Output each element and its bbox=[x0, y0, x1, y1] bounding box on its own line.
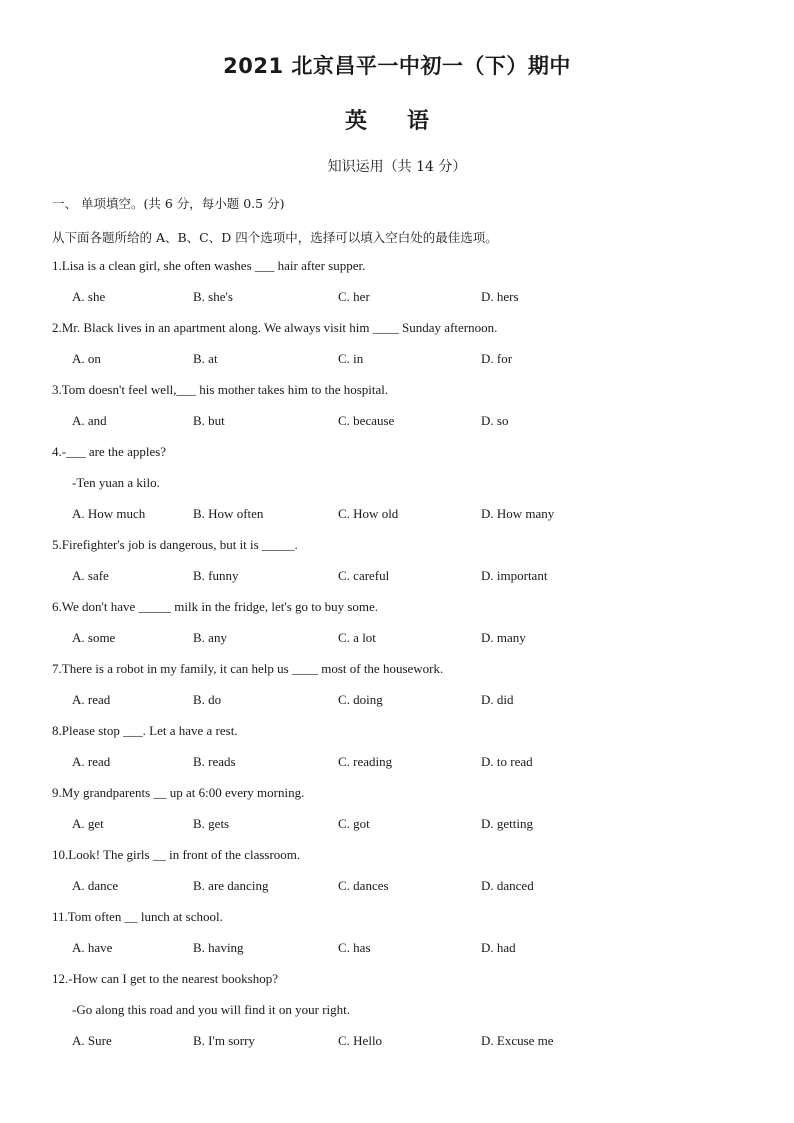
option-b: B. she's bbox=[193, 289, 233, 304]
option-c: C. Hello bbox=[338, 1033, 383, 1048]
option-c: C. in bbox=[338, 351, 364, 366]
part-instruction: 从下面各题所给的 A、B、C、D 四个选项中，选择可以填入空白处的最佳选项。 bbox=[52, 230, 498, 245]
exam-title: 2021 北京昌平一中初一（下）期中 bbox=[223, 54, 571, 78]
question-list bbox=[52, 258, 752, 1064]
option-b: B. I'm sorry bbox=[193, 1033, 255, 1048]
option-a: A. read bbox=[72, 754, 111, 769]
option-d: D. danced bbox=[481, 878, 534, 893]
question-stem: 5.Firefighter's job is dangerous, but it is _____. bbox=[52, 537, 298, 552]
question-item bbox=[52, 909, 752, 971]
option-c: C. dances bbox=[338, 878, 389, 893]
option-a: A. Sure bbox=[72, 1033, 112, 1048]
option-d: D. important bbox=[481, 568, 548, 583]
question-item bbox=[52, 785, 752, 847]
question-item bbox=[52, 382, 752, 444]
question-item bbox=[52, 971, 752, 1064]
option-c: C. got bbox=[338, 816, 370, 831]
option-d: D. for bbox=[481, 351, 513, 366]
question-item bbox=[52, 258, 752, 320]
option-b: B. gets bbox=[193, 816, 230, 831]
subject-title: 英语 bbox=[344, 109, 469, 134]
option-d: D. had bbox=[481, 940, 516, 955]
option-c: C. How old bbox=[338, 506, 399, 521]
question-item bbox=[52, 444, 752, 537]
question-stem: 3.Tom doesn't feel well,___ his mother takes him to the hospital. bbox=[52, 382, 389, 397]
question-stem: 1.Lisa is a clean girl, she often washes ___ hair after supper. bbox=[52, 258, 366, 273]
option-c: C. careful bbox=[338, 568, 390, 583]
option-d: D. so bbox=[481, 413, 509, 428]
question-stem: 7.There is a robot in my family, it can help us ____ most of the housework. bbox=[52, 661, 444, 676]
option-c: C. because bbox=[338, 413, 395, 428]
option-c: C. reading bbox=[338, 754, 393, 769]
question-response: -Go along this road and you will find it on your right. bbox=[72, 1002, 351, 1017]
option-b: B. but bbox=[193, 413, 225, 428]
option-a: A. dance bbox=[72, 878, 119, 893]
option-a: A. get bbox=[72, 816, 104, 831]
option-b: B. any bbox=[193, 630, 227, 645]
option-b: B. are dancing bbox=[193, 878, 269, 893]
option-b: B. funny bbox=[193, 568, 239, 583]
option-b: B. do bbox=[193, 692, 222, 707]
option-c: C. has bbox=[338, 940, 371, 955]
option-c: C. a lot bbox=[338, 630, 376, 645]
option-a: A. How much bbox=[72, 506, 146, 521]
question-item bbox=[52, 661, 752, 723]
option-d: D. hers bbox=[481, 289, 519, 304]
question-stem: 4.-___ are the apples? bbox=[52, 444, 167, 459]
question-response: -Ten yuan a kilo. bbox=[72, 475, 160, 490]
part-heading: 一、 单项填空。(共 6 分，每小题 0.5 分) bbox=[52, 196, 285, 211]
option-c: C. her bbox=[338, 289, 370, 304]
option-a: A. she bbox=[72, 289, 106, 304]
question-item bbox=[52, 723, 752, 785]
section-title: 知识运用（共 14 分） bbox=[327, 159, 467, 175]
option-a: A. some bbox=[72, 630, 116, 645]
option-a: A. have bbox=[72, 940, 113, 955]
question-stem: 2.Mr. Black lives in an apartment along. We always visit him ____ Sunday afternoon. bbox=[52, 320, 498, 335]
question-stem: 9.My grandparents __ up at 6:00 every morning. bbox=[52, 785, 305, 800]
option-d: D. Excuse me bbox=[481, 1033, 554, 1048]
question-item bbox=[52, 847, 752, 909]
option-d: D. many bbox=[481, 630, 526, 645]
option-b: B. at bbox=[193, 351, 218, 366]
option-a: A. and bbox=[72, 413, 107, 428]
option-a: A. read bbox=[72, 692, 111, 707]
option-c: C. doing bbox=[338, 692, 383, 707]
option-b: B. reads bbox=[193, 754, 236, 769]
question-stem: 6.We don't have _____ milk in the fridge, let's go to buy some. bbox=[52, 599, 379, 614]
question-stem: 10.Look! The girls __ in front of the classroom. bbox=[52, 847, 301, 862]
option-a: A. safe bbox=[72, 568, 109, 583]
option-b: B. How often bbox=[193, 506, 264, 521]
question-stem: 11.Tom often __ lunch at school. bbox=[52, 909, 223, 924]
question-item bbox=[52, 537, 752, 599]
option-a: A. on bbox=[72, 351, 101, 366]
option-d: D. to read bbox=[481, 754, 533, 769]
question-item bbox=[52, 320, 752, 382]
question-item bbox=[52, 599, 752, 661]
question-stem: 8.Please stop ___. Let a have a rest. bbox=[52, 723, 238, 738]
option-d: D. How many bbox=[481, 506, 555, 521]
option-b: B. having bbox=[193, 940, 244, 955]
option-d: D. getting bbox=[481, 816, 533, 831]
question-stem: 12.-How can I get to the nearest bookshop? bbox=[52, 971, 278, 986]
option-d: D. did bbox=[481, 692, 514, 707]
